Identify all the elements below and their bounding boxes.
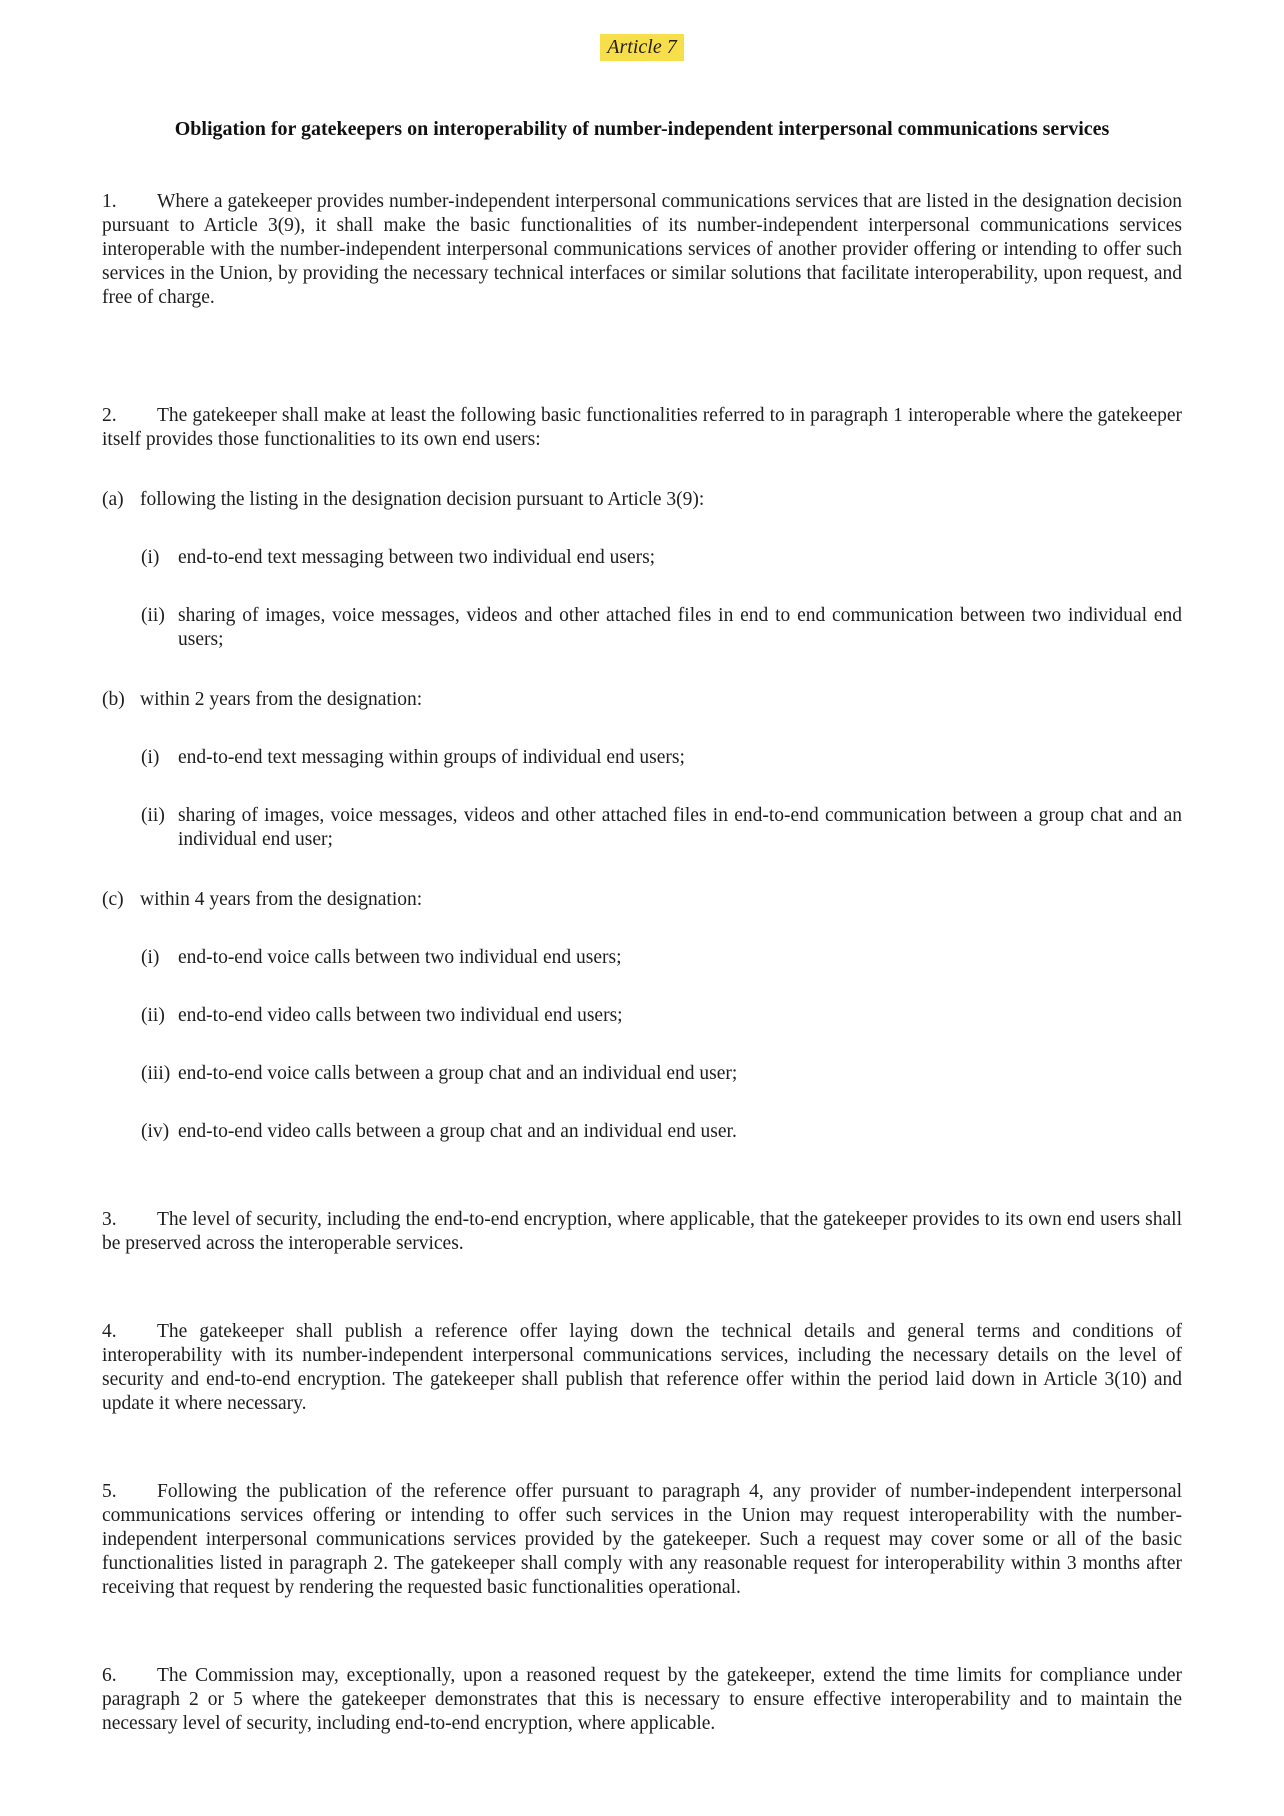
subitem-c-i — [141, 946, 1182, 970]
paragraph-number: 2. — [102, 405, 117, 426]
subitem-c-ii — [141, 1004, 1182, 1028]
list-item-a — [102, 488, 1182, 512]
item-label: (c) — [102, 889, 124, 910]
article-label-row — [102, 34, 1182, 61]
item-text: end-to-end voice calls between two individual end users; — [178, 947, 622, 968]
item-label: (iii) — [141, 1063, 171, 1084]
paragraph-text: The gatekeeper shall publish a reference offer laying down the technical details and general terms and conditions of interoperability with its number-independent interpersonal communications services, including the necessary details on the level of security and end-to-end encryption. The gatekeeper shall publish that reference offer within the period laid down in Article 3(10) and update it where necessary. — [102, 1321, 1182, 1414]
subitem-c-iv — [141, 1120, 1182, 1144]
item-text: end-to-end text messaging within groups of individual end users; — [178, 747, 685, 768]
subitem-a-ii — [141, 604, 1182, 652]
item-text: within 2 years from the designation: — [140, 689, 423, 710]
paragraph-text: Where a gatekeeper provides number-independent interpersonal communications services that are listed in the designation decision pursuant to Article 3(9), it shall make the basic functionalities of its number-independent interpersonal communications services interoperable with the number-independent interpersonal communications services of another provider offering or intending to offer such services in the Union, by providing the necessary technical interfaces or similar solutions that facilitate interoperability, upon request, and free of charge. — [102, 191, 1182, 308]
item-text: end-to-end text messaging between two individual end users; — [178, 547, 656, 568]
subitem-b-ii — [141, 804, 1182, 852]
paragraph-2 — [102, 404, 1182, 452]
item-text: within 4 years from the designation: — [140, 889, 423, 910]
item-text: end-to-end voice calls between a group chat and an individual end user; — [178, 1063, 738, 1084]
paragraph-number: 4. — [102, 1321, 117, 1342]
paragraph-3 — [102, 1208, 1182, 1256]
item-text: sharing of images, voice messages, videos and other attached files in end-to-end communication between a group chat and an individual end user; — [178, 805, 1182, 850]
paragraph-text: The level of security, including the end-to-end encryption, where applicable, that the gatekeeper provides to its own end users shall be preserved across the interoperable services. — [102, 1209, 1182, 1254]
paragraph-text: Following the publication of the reference offer pursuant to paragraph 4, any provider of number-independent interpersonal communications services offering or intending to offer such services in the Union may request interoperability with the number-independent interpersonal communications services provided by the gatekeeper. Such a request may cover some or all of the basic functionalities listed in paragraph 2. The gatekeeper shall comply with any reasonable request for interoperability within 3 months after receiving that request by rendering the requested basic functionalities operational. — [102, 1481, 1182, 1598]
list-item-c — [102, 888, 1182, 912]
item-label: (i) — [141, 947, 160, 968]
item-label: (a) — [102, 489, 124, 510]
item-text: end-to-end video calls between a group chat and an individual end user. — [178, 1121, 737, 1142]
list-item-b — [102, 688, 1182, 712]
item-label: (ii) — [141, 1005, 165, 1026]
item-label: (ii) — [141, 805, 165, 826]
article-title: Obligation for gatekeepers on interoperability of number-independent interpersonal communications services — [174, 118, 1110, 140]
paragraph-number: 5. — [102, 1481, 117, 1502]
paragraph-5 — [102, 1480, 1182, 1600]
subitem-c-iii — [141, 1062, 1182, 1086]
paragraph-number: 3. — [102, 1209, 117, 1230]
paragraph-text: The gatekeeper shall make at least the following basic functionalities referred to in paragraph 1 interoperable where the gatekeeper itself provides those functionalities to its own end users: — [102, 405, 1182, 450]
item-label: (b) — [102, 689, 125, 710]
item-label: (iv) — [141, 1121, 170, 1142]
subitem-b-i — [141, 746, 1182, 770]
item-text: end-to-end video calls between two individual end users; — [178, 1005, 623, 1026]
item-label: (ii) — [141, 605, 165, 626]
item-label: (i) — [141, 547, 160, 568]
item-text: following the listing in the designation decision pursuant to Article 3(9): — [140, 489, 705, 510]
paragraph-text: The Commission may, exceptionally, upon a reasoned request by the gatekeeper, extend the time limits for compliance under paragraph 2 or 5 where the gatekeeper demonstrates that this is necessary to ensure effective interoperability and to maintain the necessary level of security, including end-to-end encryption, where applicable. — [102, 1665, 1182, 1734]
paragraph-number: 6. — [102, 1665, 117, 1686]
paragraph-6 — [102, 1664, 1182, 1736]
paragraph-1 — [102, 190, 1182, 310]
subitem-a-i — [141, 546, 1182, 570]
article-number-label: Article 7 — [600, 34, 683, 61]
paragraph-number: 1. — [102, 191, 117, 212]
item-label: (i) — [141, 747, 160, 768]
paragraph-4 — [102, 1320, 1182, 1416]
item-text: sharing of images, voice messages, videos and other attached files in end to end communication between two individual end users; — [178, 605, 1182, 650]
